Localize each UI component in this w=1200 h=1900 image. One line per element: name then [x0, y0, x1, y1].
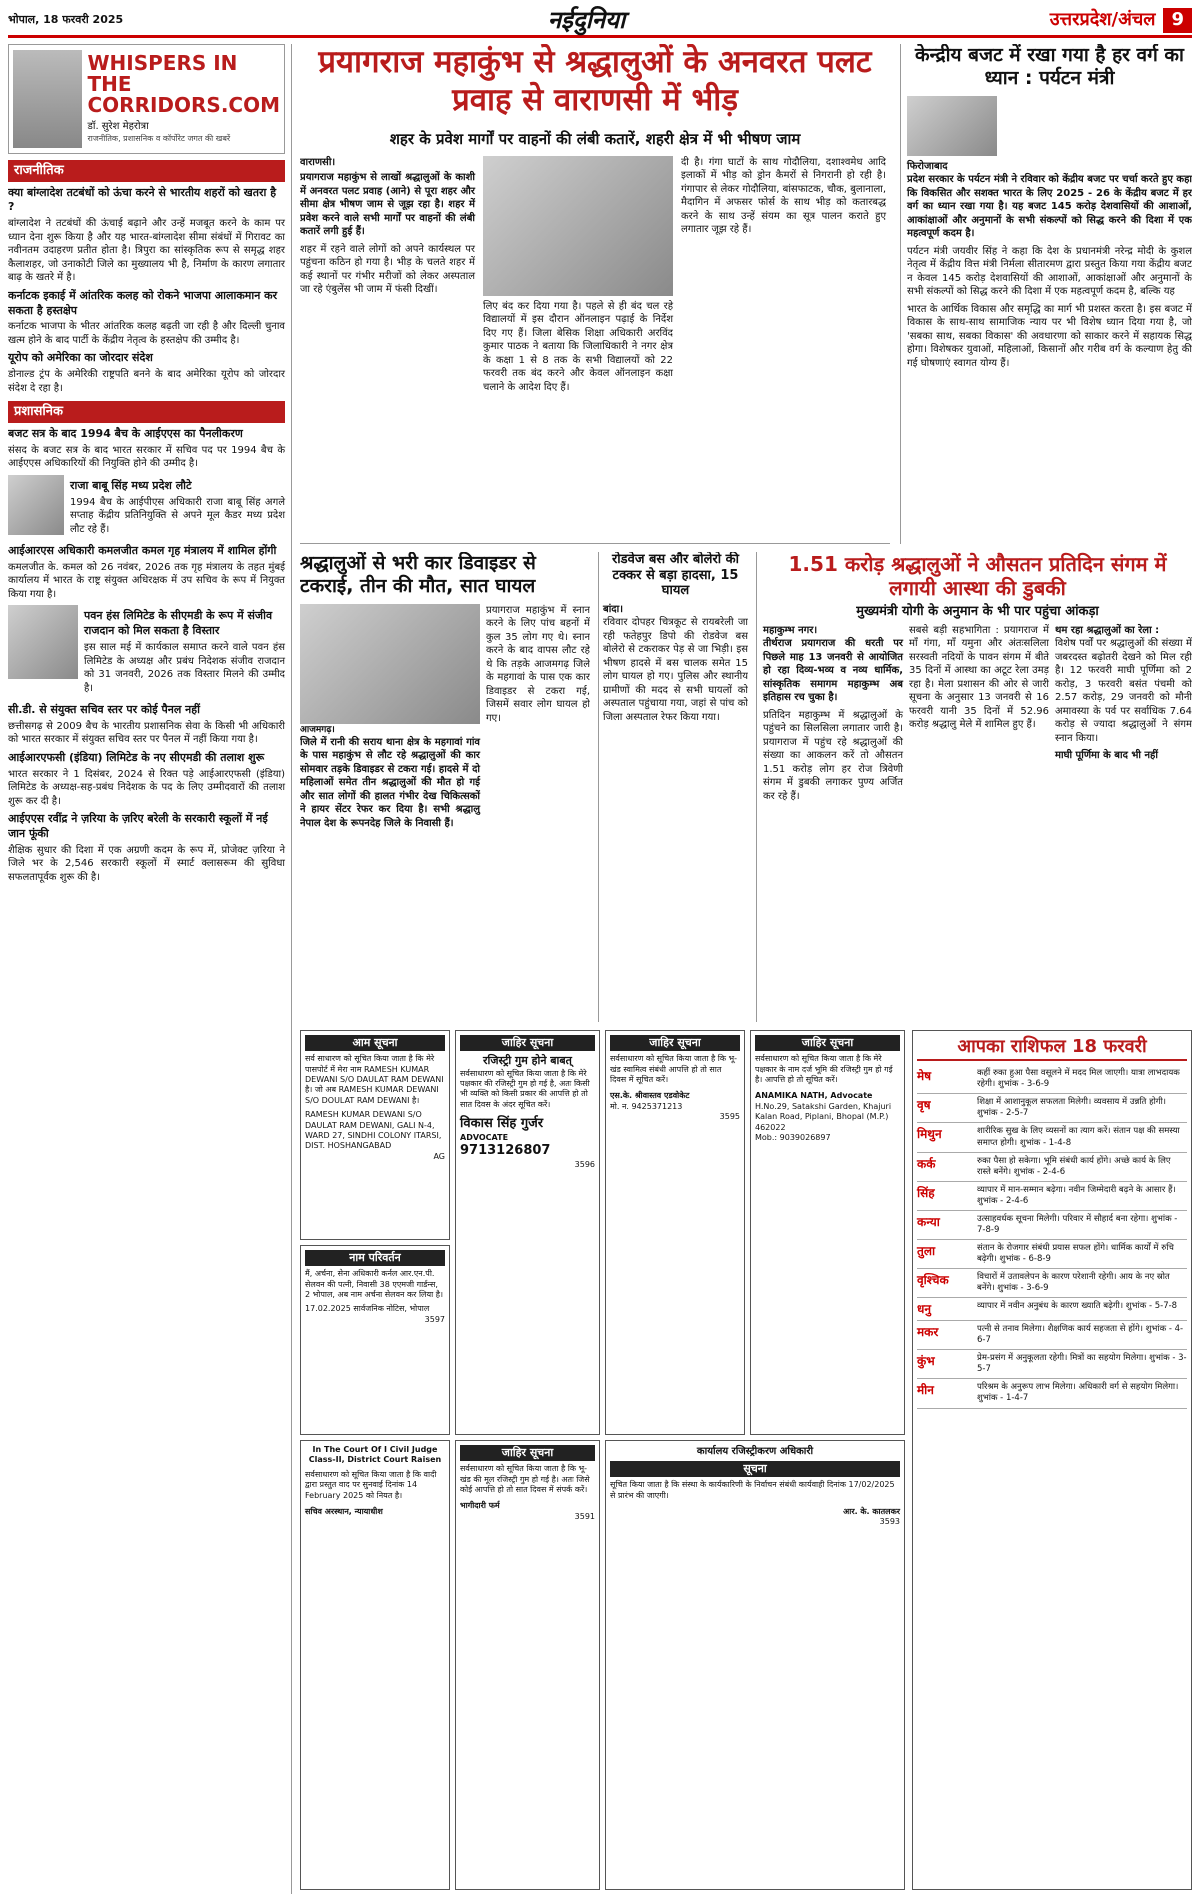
ad-aam-suchna — [300, 1030, 450, 1240]
ad-heading: जाहिर सूचना — [755, 1035, 900, 1051]
ad-jahir-suchna-2 — [455, 1440, 600, 1890]
subhead: बजट सत्र के बाद 1994 बैच के आईएएस का पैनलीकरण — [8, 426, 243, 440]
zodiac-text: संतान के रोजगार संबंधी प्रयास सफल होंगे। धार्मिक कार्यों में रुचि बढ़ेगी। शुभांक - 6-8-9 — [977, 1242, 1174, 1264]
ad-body: सर्वसाधारण को सूचित किया जाता है कि भू-खंड की मूल रजिस्ट्री गुम हो गई है। अतः जिसे कोई आपत्ति हो तो सात दिवस में संपर्क करें। — [460, 1464, 590, 1495]
subhead: आईएएस रवींद्र ने ज़रिया के ज़रिए बरेली के सरकारी स्कूलों में नई जान फूंकी — [8, 812, 268, 841]
sangam-lead: तीर्थराज प्रयागराज की धरती पर पिछले माह 13 जनवरी से आयोजित हो रहा दिव्य-भव्य व नव्य धार्मिक, सांस्कृतिक समागम महाकुम्भ अब इतिहास रच चुका है। — [763, 638, 903, 704]
ad-body: सर्व साधारण को सूचित किया जाता है कि मेरे पासपोर्ट में मेरा नाम RAMESH KUMAR DEWANI S/O DAULAT RAM DEWANI है। जो अब RAMESH KUMAR DEWANI S/O DOULAT RAM DEWANI है। — [305, 1054, 444, 1105]
horoscope-row — [917, 1321, 1187, 1350]
paragraph: शैक्षिक सुधार की दिशा में एक अग्रणी कदम के रूप में, प्रोजेक्ट ज़रिया ने जिले भर के 2,546 सरकारी स्कूलों में स्मार्ट क्लासरूम की सुविधा सफलतापूर्वक शुरू की है। — [8, 844, 285, 883]
ad-lawyer: एस.के. श्रीवास्तव एडवोकेट — [610, 1091, 690, 1101]
horoscope-row — [917, 1153, 1187, 1182]
zodiac-text: शिक्षा में आशानुकूल सफलता मिलेगी। व्यवसाय में उन्नति होगी। शुभांक - 2-5-7 — [977, 1097, 1167, 1119]
paragraph: पर्यटन मंत्री जयवीर सिंह ने कहा कि देश के प्रधानमंत्री नरेन्द्र मोदी के कुशल नेतृत्व में केंद्रीय वित्त मंत्री निर्मला सीतारमण द्वारा प्रस्तुत किया गया केंद्रीय बजट न केवल 145 करोड़ देशवासियों की आशाओं, आकांक्षाओं और अनुमानों के सभी संकल्पों को सिद्ध करने की दिशा में एक महत्वपूर्ण कदम है, बल्कि यह — [907, 245, 1192, 298]
zodiac-name: मीन — [917, 1383, 934, 1398]
paragraph: रविवार दोपहर चित्रकूट से रायबरेली जा रही फतेहपुर डिपो की रोडवेज बस बोलेरो से टकराकर पेड़ से जा भिड़ी। इस भीषण हादसे में बस चालक समेत 15 लोग घायल हो गए। पुलिस और स्थानीय ग्रामीणों की मदद से सभी घायलों को अस्पताल पहुंचाया गया, जहां से पांच को जिला अस्पताल रेफर किया गया। — [603, 617, 748, 723]
zodiac-name: मिथुन — [917, 1127, 942, 1142]
ad-name-change — [300, 1245, 450, 1435]
ad-registry-lost — [455, 1030, 600, 1435]
paragraph: 1994 बैच के आईपीएस अधिकारी राजा बाबू सिंह अगले सप्ताह केंद्रीय प्रतिनियुक्ति से अपने मूल कैडर मध्य प्रदेश लौट रहे हैं। — [70, 496, 285, 535]
horoscope-row — [917, 1182, 1187, 1211]
ad-address: H.No.29, Satakshi Garden, Khajuri Kalan Road, Piplani, Bhopal (M.P.) 462022 — [755, 1101, 892, 1132]
sangam-subhead: मुख्यमंत्री योगी के अनुमान के भी पार पहुंचा आंकड़ा — [856, 604, 1099, 619]
horoscope-row — [917, 1298, 1187, 1321]
ad-heading: आम सूचना — [305, 1035, 445, 1051]
ad-heading: जाहिर सूचना — [610, 1035, 740, 1051]
horoscope-row — [917, 1211, 1187, 1240]
ad-code: 3591 — [574, 1511, 595, 1521]
horoscope-box — [912, 1030, 1192, 1890]
ad-code: 3596 — [574, 1160, 595, 1170]
ad-body: मैं, अर्चना, सेना अधिकारी कर्नल आर.एन.पी. सेलवन की पत्नी, निवासी 38 एएमजी गार्डन्स, 2 भोपाल, अब नाम अर्चना सेलवन कर लिया है। — [305, 1269, 444, 1300]
horoscope-row — [917, 1269, 1187, 1298]
horoscope-row — [917, 1379, 1187, 1408]
ad-date: 17.02.2025 सार्वजनिक नोटिस, भोपाल — [305, 1304, 430, 1314]
ad-lawyer: ANAMIKA NATH, Advocate — [755, 1091, 873, 1101]
whispers-banner — [8, 44, 285, 154]
subhead: आईआरएफसी (इंडिया) लिमिटेड के नए सीएमडी की तलाश शुरू — [8, 750, 265, 764]
dateline: फिरोजाबाद — [907, 160, 948, 172]
sangam-story — [756, 552, 1192, 1022]
horoscope-row — [917, 1094, 1187, 1123]
masthead-logo: नईदुनिया — [547, 5, 626, 35]
paragraph: प्रतिदिन महाकुम्भ में श्रद्धालुओं के पहुंचने का सिलसिला लगातार जारी है। प्रयागराज में पहुंच रहे श्रद्धालुओं की संख्या का आकलन करें तो औसतन 1.51 करोड़ लोग हर रोज त्रिवेणी संगम में डुबकी लगाकर पुण्य अर्जित कर रहे हैं। — [763, 709, 903, 802]
officer-photo — [8, 475, 64, 535]
ad-registrar — [605, 1440, 905, 1890]
sangam-headline: 1.51 करोड़ श्रद्धालुओं ने औसतन प्रतिदिन संगम में लगायी आस्था की डुबकी — [788, 552, 1167, 600]
whispers-logo: WHISPERS IN THE CORRIDORS.COM — [87, 51, 281, 118]
zodiac-text: व्यापार में मान-सम्मान बढ़ेगा। नवीन जिम्मेदारी बढ़ने के आसार हैं। शुभांक - 2-4-6 — [977, 1184, 1176, 1206]
subhead: पवन हंस लिमिटेड के सीएमडी के रूप में संजीव राजदान को मिल सकता है विस्तार — [84, 609, 273, 638]
dateline: महाकुम्भ नगर। — [763, 624, 818, 636]
zodiac-name: मकर — [917, 1325, 939, 1340]
subhead: क्या बांग्लादेश तटबंधों को ऊंचा करने से भारतीय शहरों को खतरा है ? — [8, 185, 277, 214]
zodiac-name: वृश्चिक — [917, 1272, 949, 1287]
paragraph: डोनाल्ड ट्रंप के अमेरिकी राष्ट्रपति बनने के बाद अमेरिका यूरोप को जोरदार संदेश दे रहा है। — [8, 369, 285, 394]
paragraph: शहर में रहने वाले लोगों को अपने कार्यस्थल पर पहुंचना कठिन हो गया है। भीड़ के चलते शहर में कई स्थानों पर गंभीर मरीजों को लेकर अस्पताल जा रहे एंबुलेंस भी जाम में फंसी दिखीं। — [300, 243, 475, 296]
lead-headline: प्रयागराज महाकुंभ से श्रद्धालुओं के अनवरत पलट प्रवाह से वाराणसी में भीड़ — [318, 44, 872, 118]
ad-heading: जाहिर सूचना — [460, 1035, 595, 1051]
paragraph: भारत सरकार ने 1 दिसंबर, 2024 से रिक्त पड़े आईआरएफसी (इंडिया) लिमिटेड के अध्यक्ष-सह-प्रबंध निदेशक के पद के लिए उम्मीदवारों की तलाश शुरू कर दी है। — [8, 768, 285, 807]
ad-anamika — [750, 1030, 905, 1435]
ad-code: AG — [433, 1151, 445, 1161]
author-photo — [13, 50, 82, 148]
zodiac-text: कहीं रुका हुआ पैसा वसूलने में मदद मिल जाएगी। यात्रा लाभदायक रहेगी। शुभांक - 3-6-9 — [977, 1068, 1180, 1090]
ad-signature: सचिव अरस्थान, न्यायाधीश — [305, 1506, 383, 1516]
ad-lawyer: विकास सिंह गुर्जर — [460, 1116, 544, 1132]
crash-lead: जिले में रानी की सराय थाना क्षेत्र के महगावां गांव के पास महाकुंभ से लौट रहे श्रद्धालुओं की कार सोमवार तड़के डिवाइडर से टकरा गई। हादसे में दो महिलाओं समेत तीन श्रद्धालुओं की मौत हो गई और सात लोगों की हालत गंभीर देख चिकित्सकों ने हायर सेंटर रेफर कर दिया है। सभी श्रद्धालु नेपाल देश के रूपनदेह जिले के निवासी हैं। — [300, 736, 480, 829]
ad-code: 3595 — [719, 1112, 740, 1122]
zodiac-name: तुला — [917, 1243, 936, 1258]
ad-designation: ADVOCATE — [460, 1133, 509, 1143]
ad-address: RAMESH KUMAR DEWANI S/O DAULAT RAM DEWANI, GALI N-4, WARD 27, SINDHI COLONY ITARSI, DIST. HOSHANGABAD — [305, 1110, 442, 1151]
subhead: सी.डी. से संयुक्त सचिव स्तर पर कोई पैनल नहीं — [8, 703, 200, 717]
ad-subheading: सूचना — [610, 1461, 900, 1477]
zodiac-name: धनु — [917, 1302, 932, 1317]
lead-story — [300, 44, 890, 544]
horoscope-row — [917, 1065, 1187, 1094]
zodiac-text: रुका पैसा हो सकेगा। भूमि संबंधी कार्य होंगे। अच्छे कार्य के लिए रास्ते बनेंगे। शुभांक - 2-4-6 — [977, 1155, 1171, 1177]
ad-phone: मो. न. 9425371213 — [610, 1101, 683, 1111]
masthead — [8, 6, 1192, 38]
zodiac-name: वृष — [917, 1098, 931, 1113]
traffic-photo — [483, 156, 673, 296]
dateline: बांदा। — [603, 603, 623, 615]
ad-body: सर्वसाधारण को सूचित किया जाता है कि वादी द्वारा प्रस्तुत वाद पर सुनवाई दिनांक 14 February 2025 को नियत है। — [305, 1469, 437, 1500]
paragraph: संसद के बजट सत्र के बाद भारत सरकार में सचिव पद पर 1994 बैच के आईएएस अधिकारियों की नियुक्ति होने की उम्मीद है। — [8, 444, 285, 470]
ad-code: 3593 — [879, 1517, 900, 1527]
crash-story — [300, 552, 590, 1022]
zodiac-text: प्रेम-प्रसंग में अनुकूलता रहेगी। मित्रों का सहयोग मिलेगा। शुभांक - 3-5-7 — [977, 1353, 1187, 1375]
paragraph: कमलजीत के. कमल को 26 नवंबर, 2026 तक गृह मंत्रालय के तहत मुंबई कार्यालय में भारत के राष्ट्र संयुक्त अधिरक्षक में उप सचिव के रूप में नियुक्त किया गया है। — [8, 561, 285, 600]
subhead: आईआरएस अधिकारी कमलजीत कमल गृह मंत्रालय में शामिल होंगी — [8, 544, 277, 557]
zodiac-name: मेष — [917, 1069, 932, 1084]
section-title: उत्तरप्रदेश/अंचल — [1049, 9, 1156, 31]
zodiac-text: व्यापार में नवीन अनुबंध के कारण ख्याति बढ़ेगी। शुभांक - 5-7-8 — [977, 1301, 1178, 1312]
horoscope-row — [917, 1123, 1187, 1152]
officer-photo — [8, 605, 78, 679]
author-name: डॉ. सुरेश मेहरोत्रा — [87, 121, 149, 133]
horoscope-title: आपका राशिफल 18 फरवरी — [917, 1035, 1187, 1061]
paragraph: सबसे बड़ी सहभागिता : प्रयागराज में माँ गंगा, माँ यमुना और अंतःसलिला सरस्वती नदियों के पावन संगम में बीते 35 दिनों में आस्था का अटूट रेला उमड़ रहा है। मेला प्रशासन की ओर से जारी सूचना के अनुसार 13 जनवरी से 16 फरवरी यानी 35 दिनों में 52.96 करोड़ श्रद्धालु मेले में शामिल हुए हैं। — [909, 624, 1049, 731]
ad-heading: जाहिर सूचना — [460, 1445, 595, 1461]
paragraph: प्रयागराज महाकुंभ में स्नान करने के लिए पांच बहनों में कुल 35 लोग गए थे। स्नान करने के बाद वापस लौट रहे थे कि तड़के आजमगढ़ जिले के महगावां के पास एक कार डिवाइडर से टकरा गई, जिसमें सवार लोग घायल हो गए। — [486, 604, 590, 724]
budget-headline: केन्द्रीय बजट में रखा गया है हर वर्ग का ध्यान : पर्यटन मंत्री — [915, 44, 1184, 89]
ad-body: सर्वसाधारण को सूचित किया जाता है कि मेरे पक्षकार के नाम दर्ज भूमि की रजिस्ट्री गुम हो गई है। आपत्ति हो तो सूचित करें। — [755, 1054, 893, 1085]
crash-photo — [300, 604, 480, 724]
zodiac-text: पत्नी से तनाव मिलेगा। शैक्षणिक कार्य सहजता से होंगे। शुभांक - 4-6-7 — [977, 1324, 1184, 1346]
zodiac-text: उत्साहवर्धक सूचना मिलेगी। परिवार में सौहार्द बना रहेगा। शुभांक - 7-8-9 — [977, 1213, 1178, 1235]
zodiac-name: सिंह — [917, 1185, 935, 1200]
ad-firm: भागीदारी फर्म — [460, 1501, 500, 1511]
ad-body: सर्वसाधारण को सूचित किया जाता है कि भू-खंड स्वामित्व संबंधी आपत्ति हो तो सात दिवस में सूचित करें। — [610, 1054, 738, 1085]
ad-jahir-suchna-1 — [605, 1030, 745, 1435]
masthead-date: भोपाल, 18 फरवरी 2025 — [8, 13, 124, 27]
crash-headline: श्रद्धालुओं से भरी कार डिवाइडर से टकराई, तीन की मौत, सात घायल — [300, 552, 536, 597]
ad-heading: कार्यालय रजिस्ट्रीकरण अधिकारी — [696, 1446, 814, 1457]
whispers-tagline: राजनीतिक, प्रशासनिक व कॉर्पोरेट जगत की खबरें — [87, 133, 231, 143]
paragraph: इस साल मई में कार्यकाल समाप्त करने वाले पवन हंस लिमिटेड के अध्यक्ष और प्रबंध निदेशक संजीव राजदान को 31 जनवरी, 2026 तक विस्तार मिलने की उम्मीद है। — [84, 642, 285, 694]
budget-lead: प्रदेश सरकार के पर्यटन मंत्री ने रविवार को केंद्रीय बजट पर चर्चा करते हुए कहा कि विकसित और सशक्त भारत के लिए 2025 - 26 के केंद्रीय बजट में हर वर्ग का ध्यान रखा गया है। यह बजट 145 करोड़ देशवासियों की आशाओं, आकांक्षाओं और अनुमानों के सभी संकल्पों को सिद्ध करने की दिशा में एक महत्वपूर्ण कदम है। — [907, 174, 1192, 240]
zodiac-name: कुंभ — [917, 1354, 935, 1369]
dateline: वाराणसी। — [300, 156, 336, 168]
budget-story — [900, 44, 1192, 544]
paragraph: कर्नाटक भाजपा के भीतर आंतरिक कलह बढ़ती जा रही है और दिल्ली चुनाव खत्म होने के बाद पार्टी के केंद्रीय नेतृत्व के हस्तक्षेप की उम्मीद है। — [8, 321, 285, 346]
ad-signature: आर. के. कातलकर — [843, 1507, 900, 1517]
ad-body: सूचित किया जाता है कि संस्था के कार्यकारिणी के निर्वाचन संबंधी कार्यवाही दिनांक 17/02/2025 से प्रारंभ की जाएगी। — [610, 1480, 895, 1500]
subhead: यूरोप को अमेरिका का जोरदार संदेश — [8, 351, 153, 365]
zodiac-text: परिश्रम के अनुरूप लाभ मिलेगा। अधिकारी वर्ग से सहयोग मिलेगा। शुभांक - 1-4-7 — [977, 1382, 1179, 1404]
zodiac-text: विचारों में उतावलेपन के कारण परेशानी रहेगी। आय के नए स्रोत बनेंगे। शुभांक - 3-6-9 — [977, 1271, 1170, 1293]
photo-caption: आजमगढ़। — [300, 724, 335, 735]
paragraph: छत्तीसगढ़ से 2009 बैच के भारतीय प्रशासनिक सेवा के किसी भी अधिकारी को भारत सरकार में संयुक्त सचिव स्तर पर पैनल में नहीं किया गया है। — [8, 720, 285, 746]
paragraph: दी है। गंगा घाटों के साथ गोदौलिया, दशाश्वमेध आदि इलाकों में भीड़ को ड्रोन कैमरों से निगरानी हो रही है। गंगापार से लेकर गोदौलिया, बांसफाटक, चौक, बुलानाला, मैदागिन में अफसर फोर्स के साथ भीड़ को कतारबद्ध करने के साथ उन्हें संयम का सूत्र पालन कराते हुए लगातार जूझ रहे हैं। — [681, 156, 886, 236]
ad-phone: 9713126807 — [460, 1143, 551, 1159]
subhead: माघी पूर्णिमा के बाद भी नहीं — [1055, 750, 1158, 762]
ad-subheading: रजिस्ट्री गुम होने बाबत् — [483, 1054, 572, 1068]
horoscope-row — [917, 1240, 1187, 1269]
zodiac-name: कर्क — [917, 1156, 936, 1171]
horoscope-list — [917, 1065, 1187, 1408]
horoscope-row — [917, 1350, 1187, 1379]
ad-phone: Mob.: 9039026897 — [755, 1133, 831, 1143]
roadways-story — [598, 552, 748, 1022]
lead-intro: प्रयागराज महाकुंभ से लाखों श्रद्धालुओं के काशी में अनवरत पलट प्रवाह (आने) से पूरा शहर और सीमा क्षेत्र भीषण जाम से जूझ रहा है। शहर में प्रवेश करने वाले सभी मार्गों पर वाहनों की लंबी कतारें लगी हुई हैं। — [300, 172, 475, 238]
paragraph: लिए बंद कर दिया गया है। पहले से ही बंद चल रहे विद्यालयों में इस दौरान ऑनलाइन पढ़ाई के निर्देश दिए गए हैं। जिला बेसिक शिक्षा अधिकारी अरविंद कुमार पाठक ने बताया कि जिलाधिकारी ने नगर क्षेत्र के कक्षा 1 से 8 तक के सभी विद्यालयों को 22 फरवरी तक बंद करने और केवल ऑनलाइन कक्षा चलाने के आदेश दिए हैं। — [483, 300, 673, 393]
ad-code: 3597 — [424, 1314, 445, 1324]
lead-subhead: शहर के प्रवेश मार्गों पर वाहनों की लंबी कतारें, शहरी क्षेत्र में भी भीषण जाम — [389, 129, 801, 148]
subhead: थम रहा श्रद्धालुओं का रेला : — [1055, 624, 1160, 636]
ad-body: सर्वसाधारण को सूचित किया जाता है कि मेरे पक्षकार की रजिस्ट्री गुम हो गई है, अतः किसी भी व्यक्ति को किसी प्रकार की आपत्ति हो तो सात दिवस के अंदर सूचित करें। — [460, 1068, 590, 1109]
section-administrative: प्रशासनिक — [8, 401, 285, 423]
roadways-headline: रोडवेज बस और बोलेरो की टक्कर से बड़ा हादसा, 15 घायल — [611, 552, 740, 599]
ad-heading: In The Court Of I Civil Judge Class-II, District Court Raisen — [308, 1445, 442, 1465]
zodiac-name: कन्या — [917, 1214, 940, 1229]
ad-heading: नाम परिवर्तन — [305, 1250, 445, 1266]
subhead: कर्नाटक इकाई में आंतरिक कलह को रोकने भाजपा आलाकमान कर सकता है हस्तक्षेप — [8, 288, 278, 317]
left-column — [8, 44, 292, 1894]
section-political: राजनीतिक — [8, 160, 285, 182]
paragraph: बांग्लादेश ने तटबंधों की ऊंचाई बढ़ाने और उन्हें मजबूत करने के काम पर ध्यान देना शुरू किया है और यह भारत-बांग्लादेश सीमा संबंधों में गिरावट का नवीनतम उदाहरण प्रतीत होता है। त्रिपुरा का सांस्कृतिक रूप से समृद्ध शहर कैलाशहर, जो उनाकोटी जिले का मुख्यालय भी है, निर्माण के कारण लगातार बाढ़ के खतरे में है। — [8, 218, 285, 284]
ad-court-notice — [300, 1440, 450, 1890]
paragraph: भारत के आर्थिक विकास और समृद्धि का मार्ग भी प्रशस्त करता है। इस बजट में विकास के साथ-साथ सामाजिक न्याय पर भी विशेष ध्यान दिया गया है, जो 'सबका साथ, सबका विकास' की अवधारणा को साकार करने में सहायक सिद्ध होगा। विशेषकर युवाओं, महिलाओं, किसानों और गरीब वर्ग के कल्याण हेतु की गई घोषणाएं स्वागत योग्य हैं। — [907, 303, 1192, 369]
minister-photo — [907, 96, 997, 156]
subhead: राजा बाबू सिंह मध्य प्रदेश लौटे — [70, 478, 192, 492]
zodiac-text: शारीरिक सुख के लिए व्यसनों का त्याग करें। संतान पक्ष की समस्या समाप्त होगी। शुभांक - 1-4-8 — [977, 1126, 1180, 1148]
paragraph: विशेष पर्वों पर श्रद्धालुओं की संख्या में जबरदस्त बढ़ोतरी देखने को मिल रही है। 12 फरवरी माघी पूर्णिमा को 2 करोड़, 3 फरवरी बसंत पंचमी को 2.57 करोड़, 29 जनवरी को मौनी अमावस्या के पर्व पर सर्वाधिक 7.64 करोड़ से ज्यादा श्रद्धालुओं ने संगम स्नान किया। — [1055, 638, 1192, 744]
page-number: 9 — [1163, 8, 1192, 32]
